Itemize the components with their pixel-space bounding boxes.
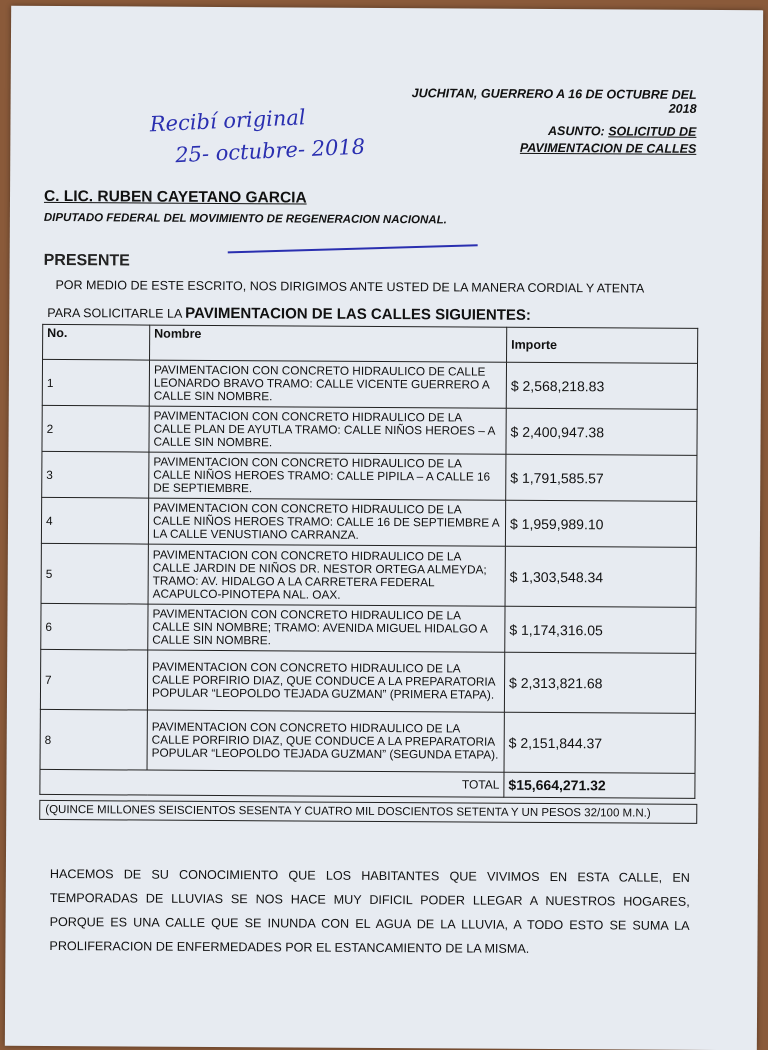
row-amount: $ 2,400,947.38 bbox=[506, 408, 697, 455]
row-amount: $ 1,303,548.34 bbox=[505, 546, 696, 607]
intro-line2-bold: PAVIMENTACION DE LAS CALLES SIGUIENTES: bbox=[185, 304, 532, 324]
table-row bbox=[41, 543, 696, 607]
total-row bbox=[40, 769, 695, 798]
closing-paragraph: HACEMOS DE SU CONOCIMIENTO QUE LOS HABITANTES QUE VIVIMOS EN ESTA CALLE, EN TEMPORADAS DE LLUVIAS SE NOS HACE MUY DIFICIL PODER LLEGAR A NUESTROS HOGARES, PORQUE ES UNA CALLE QUE SE INUNDA CON EL AGUA DE LA LLUVIA, A TODO ESTO SE SUMA LA PROLIFERACION DE ENFERMEDADES POR EL ESTANCAMIENTO DE LA MISMA. bbox=[49, 866, 690, 956]
place-date: JUCHITAN, GUERRERO A 16 DE OCTUBRE DEL 2018 bbox=[411, 86, 697, 116]
row-no: 2 bbox=[42, 405, 149, 452]
row-name: PAVIMENTACION CON CONCRETO HIDRAULICO DE LA CALLE PORFIRIO DIAZ, QUE CONDUCE A LA PREPARATORIA POPULAR “LEOPOLDO TEJADA GUZMAN” (SEGUNDA ETAPA). bbox=[147, 710, 504, 772]
row-name: PAVIMENTACION CON CONCRETO HIDRAULICO DE LA CALLE PLAN DE AYUTLA TRAMO: CALLE NIÑOS HEROES – A CALLE SIN NOMBRE. bbox=[149, 406, 506, 454]
row-no: 1 bbox=[42, 359, 149, 406]
row-no: 3 bbox=[42, 451, 149, 498]
row-amount: $ 2,313,821.68 bbox=[504, 652, 695, 713]
row-no: 7 bbox=[40, 649, 147, 710]
table-row bbox=[42, 359, 697, 409]
table-row bbox=[42, 451, 697, 501]
total-label: TOTAL bbox=[40, 769, 504, 797]
intro-line2 bbox=[47, 304, 531, 324]
row-amount: $ 1,174,316.05 bbox=[505, 606, 696, 653]
row-amount: $ 2,568,218.83 bbox=[506, 362, 697, 409]
row-name: PAVIMENTACION CON CONCRETO HIDRAULICO DE LA CALLE NIÑOS HEROES TRAMO: CALLE 16 DE SEPTIEMBRE A LA CALLE VENUSTIANO CARRANZA. bbox=[148, 498, 505, 546]
streets-table bbox=[39, 324, 698, 799]
recipient-name: C. LIC. RUBEN CAYETANO GARCIA bbox=[43, 187, 307, 207]
asunto-line1: SOLICITUD DE bbox=[608, 124, 697, 139]
table-row bbox=[42, 405, 697, 455]
intro-line2-prefix: PARA SOLICITARLE LA bbox=[47, 305, 186, 321]
document-page bbox=[5, 6, 763, 1050]
row-no: 8 bbox=[40, 709, 147, 770]
header-nombre: Nombre bbox=[150, 325, 507, 362]
row-name: PAVIMENTACION CON CONCRETO HIDRAULICO DE LA CALLE NIÑOS HEROES TRAMO: CALLE PIPILA – A CALLE 16 DE SEPTIEMBRE. bbox=[149, 452, 506, 500]
table-header-row bbox=[43, 324, 698, 363]
intro-line1: POR MEDIO DE ESTE ESCRITO, NOS DIRIGIMOS ANTE USTED DE LA MANERA CORDIAL Y ATENTA bbox=[55, 277, 645, 296]
total-value: $15,664,271.32 bbox=[504, 772, 695, 798]
asunto-block bbox=[450, 122, 696, 158]
row-amount: $ 1,791,585.57 bbox=[506, 454, 697, 501]
table-row bbox=[40, 649, 695, 713]
header-importe: Importe bbox=[507, 327, 698, 363]
signature-stroke bbox=[228, 244, 478, 253]
received-note-line2: 25- octubre- 2018 bbox=[174, 134, 366, 168]
table-row bbox=[41, 497, 696, 547]
row-no: 5 bbox=[41, 543, 148, 604]
recipient-position: DIPUTADO FEDERAL DEL MOVIMIENTO DE REGENERACION NACIONAL. bbox=[43, 211, 447, 227]
received-note bbox=[149, 96, 412, 172]
row-name: PAVIMENTACION CON CONCRETO HIDRAULICO DE CALLE LEONARDO BRAVO TRAMO: CALLE VICENTE GUERRERO A CALLE SIN NOMBRE. bbox=[149, 360, 506, 408]
row-name: PAVIMENTACION CON CONCRETO HIDRAULICO DE LA CALLE JARDIN DE NIÑOS DR. NESTOR ORTEGA ALMEYDA; TRAMO: AV. HIDALGO A LA CARRETERA FEDERAL ACAPULCO-PINOTEPA NAL. OAX. bbox=[148, 544, 505, 606]
received-note-line1: Recibí original bbox=[149, 105, 307, 137]
table-row bbox=[40, 709, 695, 773]
amount-in-words: (QUINCE MILLONES SEISCIENTOS SESENTA Y CUATRO MIL DOSCIENTOS SETENTA Y UN PESOS 32/100 M.N.) bbox=[39, 800, 697, 824]
row-no: 6 bbox=[41, 603, 148, 650]
row-name: PAVIMENTACION CON CONCRETO HIDRAULICO DE LA CALLE PORFIRIO DIAZ, QUE CONDUCE A LA PREPARATORIA POPULAR “LEOPOLDO TEJADA GUZMAN” (PRIMERA ETAPA). bbox=[147, 650, 504, 712]
header-no: No. bbox=[43, 324, 150, 360]
asunto-label: ASUNTO: bbox=[547, 123, 605, 139]
asunto-line2: PAVIMENTACION DE CALLES bbox=[519, 140, 697, 156]
presente-heading: PRESENTE bbox=[43, 251, 130, 270]
row-amount: $ 2,151,844.37 bbox=[504, 712, 695, 773]
row-no: 4 bbox=[41, 497, 148, 544]
row-name: PAVIMENTACION CON CONCRETO HIDRAULICO DE LA CALLE SIN NOMBRE; TRAMO: AVENIDA MIGUEL HIDALGO A CALLE SIN NOMBRE. bbox=[148, 604, 505, 652]
table-row bbox=[41, 603, 696, 653]
row-amount: $ 1,959,989.10 bbox=[505, 500, 696, 547]
